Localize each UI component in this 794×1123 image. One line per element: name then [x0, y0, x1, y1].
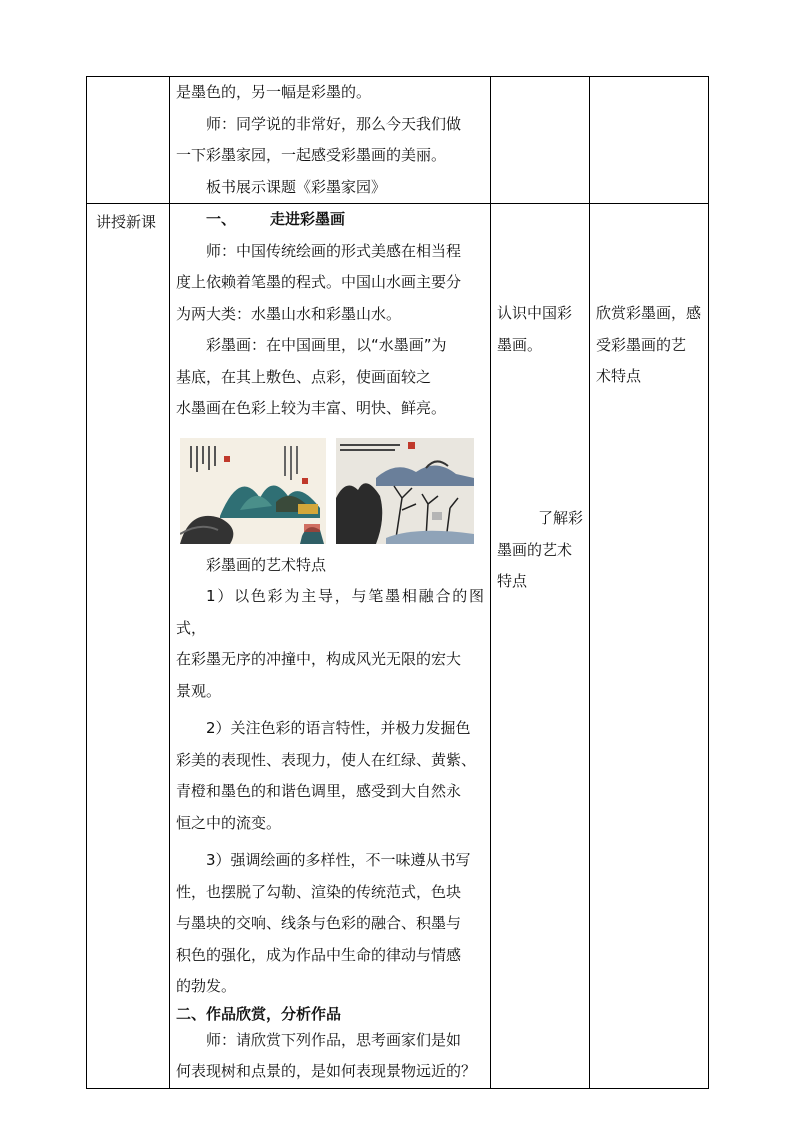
text-line: 景观。: [176, 681, 222, 700]
text-line: 彩美的表现性、表现力，使人在红绿、黄紫、: [176, 750, 477, 769]
section-heading: 二、作品欣赏，分析作品: [176, 1004, 342, 1023]
student-activity: 特点: [497, 572, 528, 590]
content-cell: [170, 204, 491, 1089]
design-intent: 受彩墨画的艺: [596, 335, 687, 354]
intent-cell: [590, 77, 709, 204]
text-line: 是墨色的，另一幅是彩墨的。: [176, 83, 372, 101]
student-activity: 墨画。: [497, 335, 543, 354]
text-line: 在彩墨无序的冲撞中，构成风光无限的宏大: [176, 650, 462, 668]
text-line: 恒之中的流变。: [176, 813, 282, 832]
content-cell: [170, 77, 491, 204]
heading-number: 一、: [206, 210, 237, 228]
text-line: 一下彩墨家园，一起感受彩墨画的美丽。: [176, 146, 447, 164]
table-row: [87, 77, 709, 204]
section-heading: [170, 204, 490, 236]
text-line: 2）关注色彩的语言特性，并极力发掘色: [206, 719, 471, 737]
design-intent: 欣赏彩墨画，感: [596, 304, 702, 322]
text-line: 师：同学说的非常好，那么今天我们做: [206, 114, 462, 133]
text-line: 师：中国传统绘画的形式美感在相当程: [206, 241, 462, 260]
stage-cell: [87, 77, 170, 204]
student-activity: 墨画的艺术: [497, 540, 573, 559]
stage-label: 讲授新课: [96, 213, 157, 231]
text-line: 何表现树和点景的，是如何表现景物远近的？: [176, 1062, 477, 1080]
text-line: 性，也摆脱了勾勒、渲染的传统范式，色块: [176, 882, 462, 901]
student-activity: 了解彩: [537, 509, 583, 527]
table-row: [87, 204, 709, 1089]
student-cell: [491, 204, 590, 1089]
heading-text: 走进彩墨画: [270, 210, 346, 228]
text-line: 板书展示课题《彩墨家园》: [206, 177, 387, 196]
text-line: 3）强调绘画的多样性，不一味遵从书写: [206, 851, 471, 869]
student-activity: 认识中国彩: [497, 304, 573, 322]
text-line: 的勃发。: [176, 977, 237, 995]
lesson-table: [86, 76, 709, 1089]
design-intent: 术特点: [596, 367, 642, 385]
text-line: 水墨画在色彩上较为丰富、明快、鲜亮。: [176, 399, 447, 417]
text-line: 1）以色彩为主导，与笔墨相融合的图式，: [176, 587, 484, 637]
text-line: 彩墨画：在中国画里，以“水墨画”为: [206, 336, 447, 354]
intent-cell: [590, 204, 709, 1089]
student-cell: [491, 77, 590, 204]
text-line: 与墨块的交响、线条与色彩的融合、积墨与: [176, 914, 462, 932]
painting-ink-landscape: [336, 438, 482, 544]
text-line: 积色的强化，成为作品中生命的律动与情感: [176, 945, 462, 964]
text-line: 基底，在其上敷色、点彩，使画面较之: [176, 367, 432, 386]
text-line: 度上依赖着笔墨的程式。中国山水画主要分: [176, 273, 462, 291]
painting-color-ink: [180, 438, 326, 544]
text-line: 师：请欣赏下列作品，思考画家们是如: [206, 1030, 462, 1049]
stage-cell: [87, 204, 170, 1089]
text-line: 青橙和墨色的和谐色调里，感受到大自然永: [176, 782, 462, 800]
painting-images: [170, 425, 490, 550]
text-line: 为两大类：水墨山水和彩墨山水。: [176, 304, 402, 323]
subheading: 彩墨画的艺术特点: [206, 555, 327, 574]
